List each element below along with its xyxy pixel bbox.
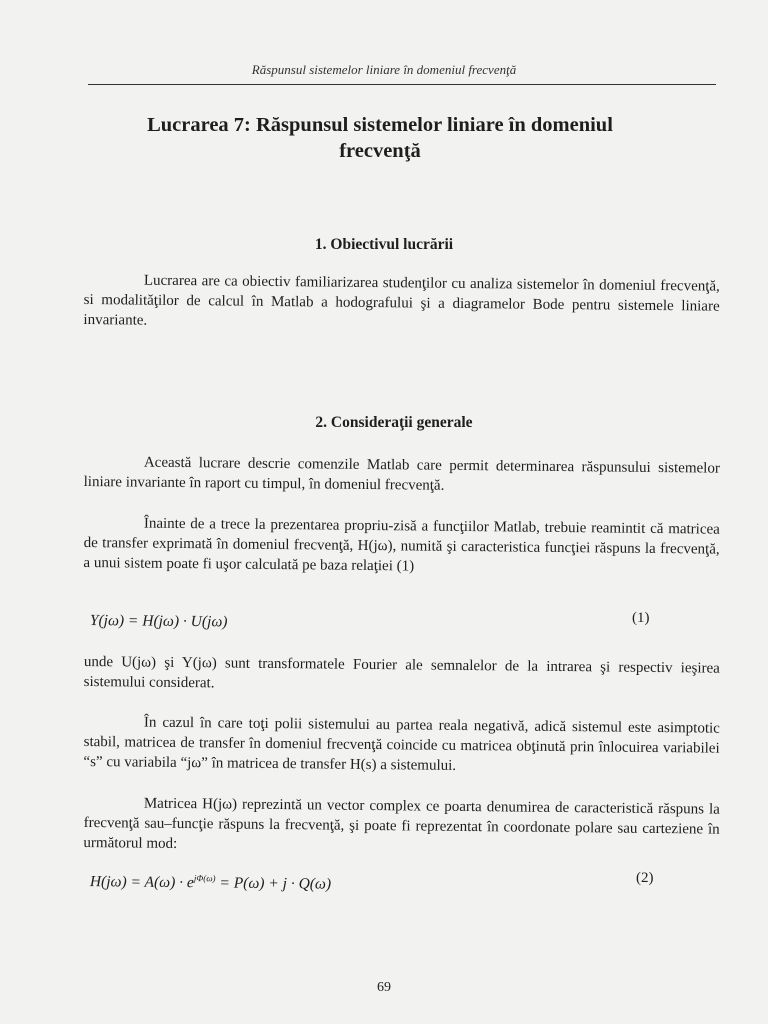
equation-2-number: (2) xyxy=(636,870,654,886)
section-2-paragraph-5: Matricea H(jω) reprezintă un vector complex ce poarta denumirea de caracteristică răspuns la frecvenţă sau–funcţie răspuns la frecvenţă, şi poate fi reprezentat în coordonate polare sau carteziene în următorul mod: xyxy=(83,795,720,852)
section-1-paragraph: Lucrarea are ca obiectiv familiarizarea studenţilor cu analiza sistemelor în domeniul frecvenţă, si modalităţilor de calcul în Matlab a hodografului şi a diagramelor Bode pentru sistemele liniare invariante. xyxy=(83,272,720,329)
section-2-paragraph-1: Această lucrare descrie comenzile Matlab care permit determinarea răspunsului sistemelor liniare invariante în raport cu timpul, în domeniul frecvenţă. xyxy=(83,454,720,494)
header-rule xyxy=(88,84,716,85)
title-line-2: frecvenţă xyxy=(339,140,421,162)
section-2-heading: 2. Consideraţii generale xyxy=(315,414,473,431)
equation-2-left: H(jω) = A(ω) · e xyxy=(89,873,194,892)
equation-2-exponent: jΦ(ω) xyxy=(193,873,216,884)
section-2-paragraph-4: În cazul în care toţi polii sistemului au partea reala negativă, adică sistemul este asimptotic stabil, matricea de transfer în domeniul frecvenţă coincide cu matricea obţinută prin înlocuirea variabilei “s” cu variabila “jω” în matricea de transfer H(s) a sistemului. xyxy=(83,714,720,774)
equation-1: Y(jω) = H(jω) · U(jω) xyxy=(89,612,228,631)
equation-2 xyxy=(90,872,331,894)
equation-2-right: = P(ω) + j · Q(ω) xyxy=(215,874,332,893)
section-2-paragraph-2: Înainte de a trece la prezentarea propriu-zisă a funcţiilor Matlab, trebuie reamintit că matricea de transfer exprimată în domeniul frecvenţă, H(jω), numită şi caracteristica funcţiei răspuns la frecvenţă, a unui sistem poate fi uşor calculată pe baza relaţiei (1) xyxy=(83,515,720,575)
page-number: 69 xyxy=(377,980,391,995)
running-header: Răspunsul sistemelor liniare în domeniul frecvenţă xyxy=(251,62,517,77)
section-1-heading: 1. Obiectivul lucrării xyxy=(314,236,454,253)
section-2-paragraph-3: unde U(jω) şi Y(jω) sunt transformatele Fourier ale semnalelor de la intrarea şi respectiv ieşirea sistemului considerat. xyxy=(83,653,720,692)
equation-1-number: (1) xyxy=(632,610,650,626)
page-title xyxy=(70,112,690,164)
title-line-1: Lucrarea 7: Răspunsul sistemelor liniare în domeniul xyxy=(147,114,613,136)
